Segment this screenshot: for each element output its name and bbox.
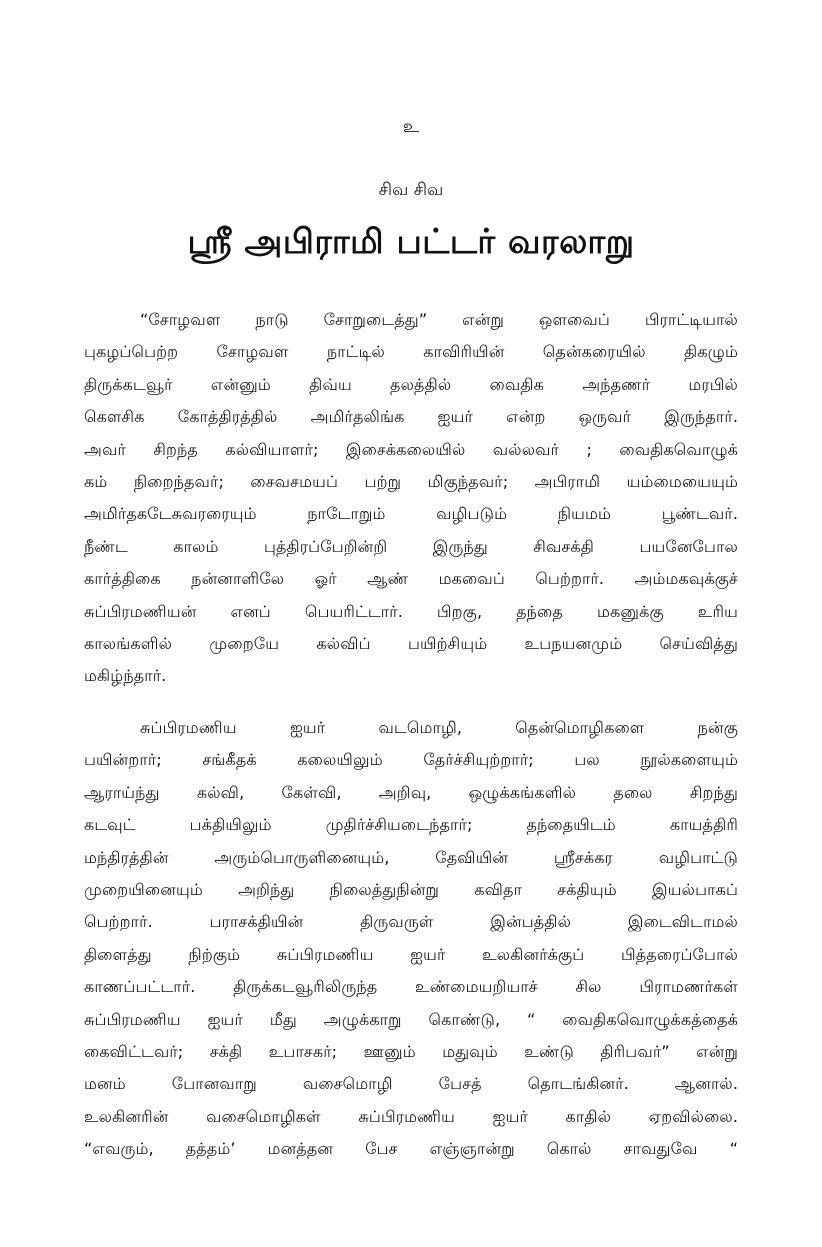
text-line: அவர் சிறந்த கல்வியாளர்; இசைக்கலையில் வல்லவர் ; வைதிகவொழுக்	[84, 439, 738, 459]
text-line: ஆராய்ந்து கல்வி, கேள்வி, அறிவு, ஒழுக்கங்களில் தலை சிறந்து	[84, 782, 738, 802]
text-line: உலகினரின் வசைமொழிகள் சுப்பிரமணிய ஐயர் காதில் ஏறவில்லை.	[84, 1106, 738, 1126]
text-line: திளைத்து நிற்கும் சுப்பிரமணிய ஐயர் உலகினர்க்குப் பித்தரைப்போல்	[84, 944, 738, 964]
text-line: மந்திரத்தின் அரும்பொருளினையும், தேவியின் ஸ்ரீசக்கர வழிபாட்டு	[84, 847, 738, 867]
text-line: கைவிட்டவர்; சக்தி உபாசகர்; ஊனும் மதுவும் உண்டு திரிபவர்” என்று	[84, 1042, 738, 1062]
text-line: கார்த்திகை நன்னாளிலே ஓர் ஆண் மகவைப் பெற்றார். அம்மகவுக்குச்	[84, 569, 738, 589]
text-line: புகழப்பெற்ற சோழவள நாட்டில் காவிரியின் தென்கரையில் திகழும்	[84, 342, 738, 362]
invocation-symbol: உ	[402, 116, 420, 137]
text-line: “சோழவள நாடு சோறுடைத்து” என்று ஒளவைப் பிராட்டியால்	[140, 310, 738, 329]
page-title: ஸ்ரீ அபிராமி பட்டர் வரலாறு	[187, 222, 635, 262]
text-line: காணப்பட்டார். திருக்கடவூரிலிருந்த உண்மையறியாச் சில பிராமணர்கள்	[84, 977, 738, 997]
paragraph-2	[84, 712, 738, 1166]
text-line: சுப்பிரமணிய ஐயர் மீது அழுக்காறு கொண்டு, “ வைதிகவொழுக்கத்தைக்	[84, 1009, 738, 1029]
text-line: மகிழ்ந்தார்.	[84, 666, 167, 686]
text-line: பெற்றார். பராசக்தியின் திருவருள் இன்பத்தில் இடைவிடாமல்	[84, 912, 738, 932]
text-line: நீண்ட காலம் புத்திரப்பேறின்றி இருந்து சிவசக்தி பயனேபோல	[84, 536, 738, 556]
text-line: மனம் போனவாறு வசைமொழி பேசத் தொடங்கினர். ஆனால்.	[84, 1074, 738, 1094]
text-line: திருக்கடவூர் என்னும் திவ்ய தலத்தில் வைதிக அந்தணர் மரபில்	[84, 374, 738, 394]
text-line: சுப்பிரமணியன் எனப் பெயரிட்டார். பிறகு, தந்தை மகனுக்கு உரிய	[84, 601, 738, 621]
text-line: கம் நிறைந்தவர்; சைவசமயப் பற்று மிகுந்தவர்; அபிராமி யம்மையையும்	[84, 472, 738, 492]
text-line: கடவுட் பக்தியிலும் முதிர்ச்சியடைந்தார்; தந்தையிடம் காயத்திரி	[84, 815, 738, 835]
text-line: பயின்றார்; சங்கீதக் கலையிலும் தேர்ச்சியுற்றார்; பல நூல்களையும்	[84, 750, 738, 770]
text-line: காலங்களில் முறையே கல்விப் பயிற்சியும் உபநயனமும் செய்வித்து	[84, 634, 738, 654]
text-line: கௌசிக கோத்திரத்தில் அமிர்தலிங்க ஐயர் என்ற ஒருவர் இருந்தார்.	[84, 407, 738, 427]
paragraph-1	[84, 304, 738, 693]
text-line: “எவரும், தத்தம்’ மனத்தன பேச எஞ்ஞான்று கொல் சாவதுவே “	[84, 1139, 738, 1159]
text-line: அமிர்தகடேசுவரரையும் நாடோறும் வழிபடும் நியமம் பூண்டவர்.	[84, 504, 738, 524]
page-subtitle: சிவ சிவ	[378, 180, 444, 200]
text-line: சுப்பிரமணிய ஐயர் வடமொழி, தென்மொழிகளை நன்கு	[140, 718, 738, 737]
text-line: முறையினையும் அறிந்து நிலைத்துநின்று கவிதா சக்தியும் இயல்பாகப்	[84, 880, 738, 900]
